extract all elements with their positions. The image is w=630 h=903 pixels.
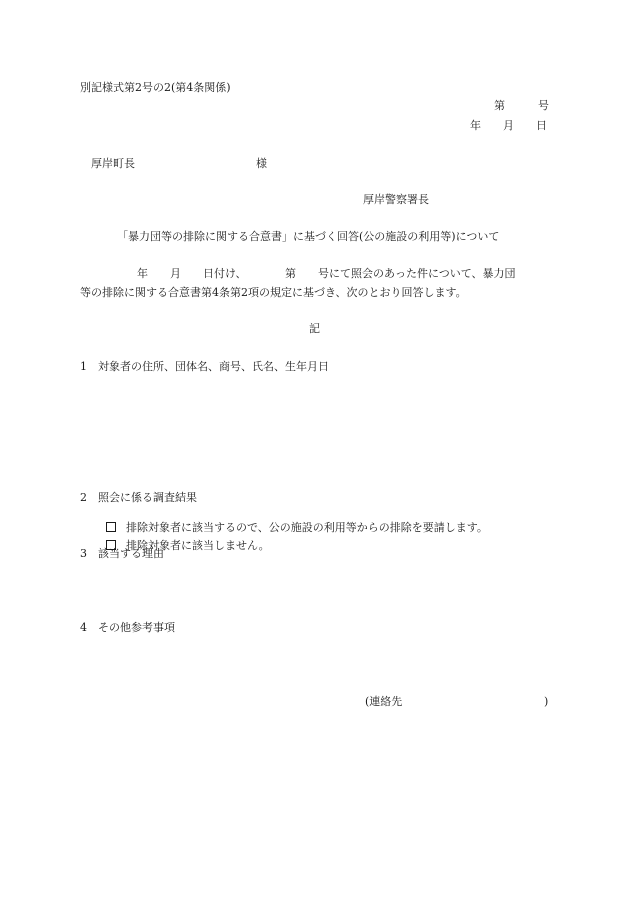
body-text-line-2: 等の排除に関する合意書第4条第2項の規定に基づき、次のとおり回答します。 [80,286,467,299]
sender-name: 厚岸警察署長 [363,193,429,206]
option-label-not-applicable: 排除対象者に該当しません。 [126,539,270,552]
addressee-name: 厚岸町長 [91,157,135,170]
body-text-line-1: 年 月 日付け、 第 号にて照会のあった件について、暴力団 [137,267,516,280]
subject-line: 「暴力団等の排除に関する合意書」に基づく回答(公の施設の利用等)について [117,230,500,243]
option-label-exclude: 排除対象者に該当するので、公の施設の利用等からの排除を要請します。 [126,521,488,534]
item-2-heading: 2 照会に係る調査結果 [80,491,197,504]
contact-open: (連絡先 [365,695,403,708]
item-4-heading: 4 その他参考事項 [80,621,175,634]
addressee-honorific: 様 [256,157,267,170]
item-3-heading: 3 該当する理由 [80,547,164,560]
document-number: 第 号 [494,99,549,112]
item-1-heading: 1 対象者の住所、団体名、商号、氏名、生年月日 [80,360,329,373]
ki-heading: 記 [309,322,320,335]
form-label: 別記様式第2号の2(第4条関係) [80,81,231,94]
contact-close: ) [544,695,549,708]
document-date: 年 月 日 [470,119,547,132]
